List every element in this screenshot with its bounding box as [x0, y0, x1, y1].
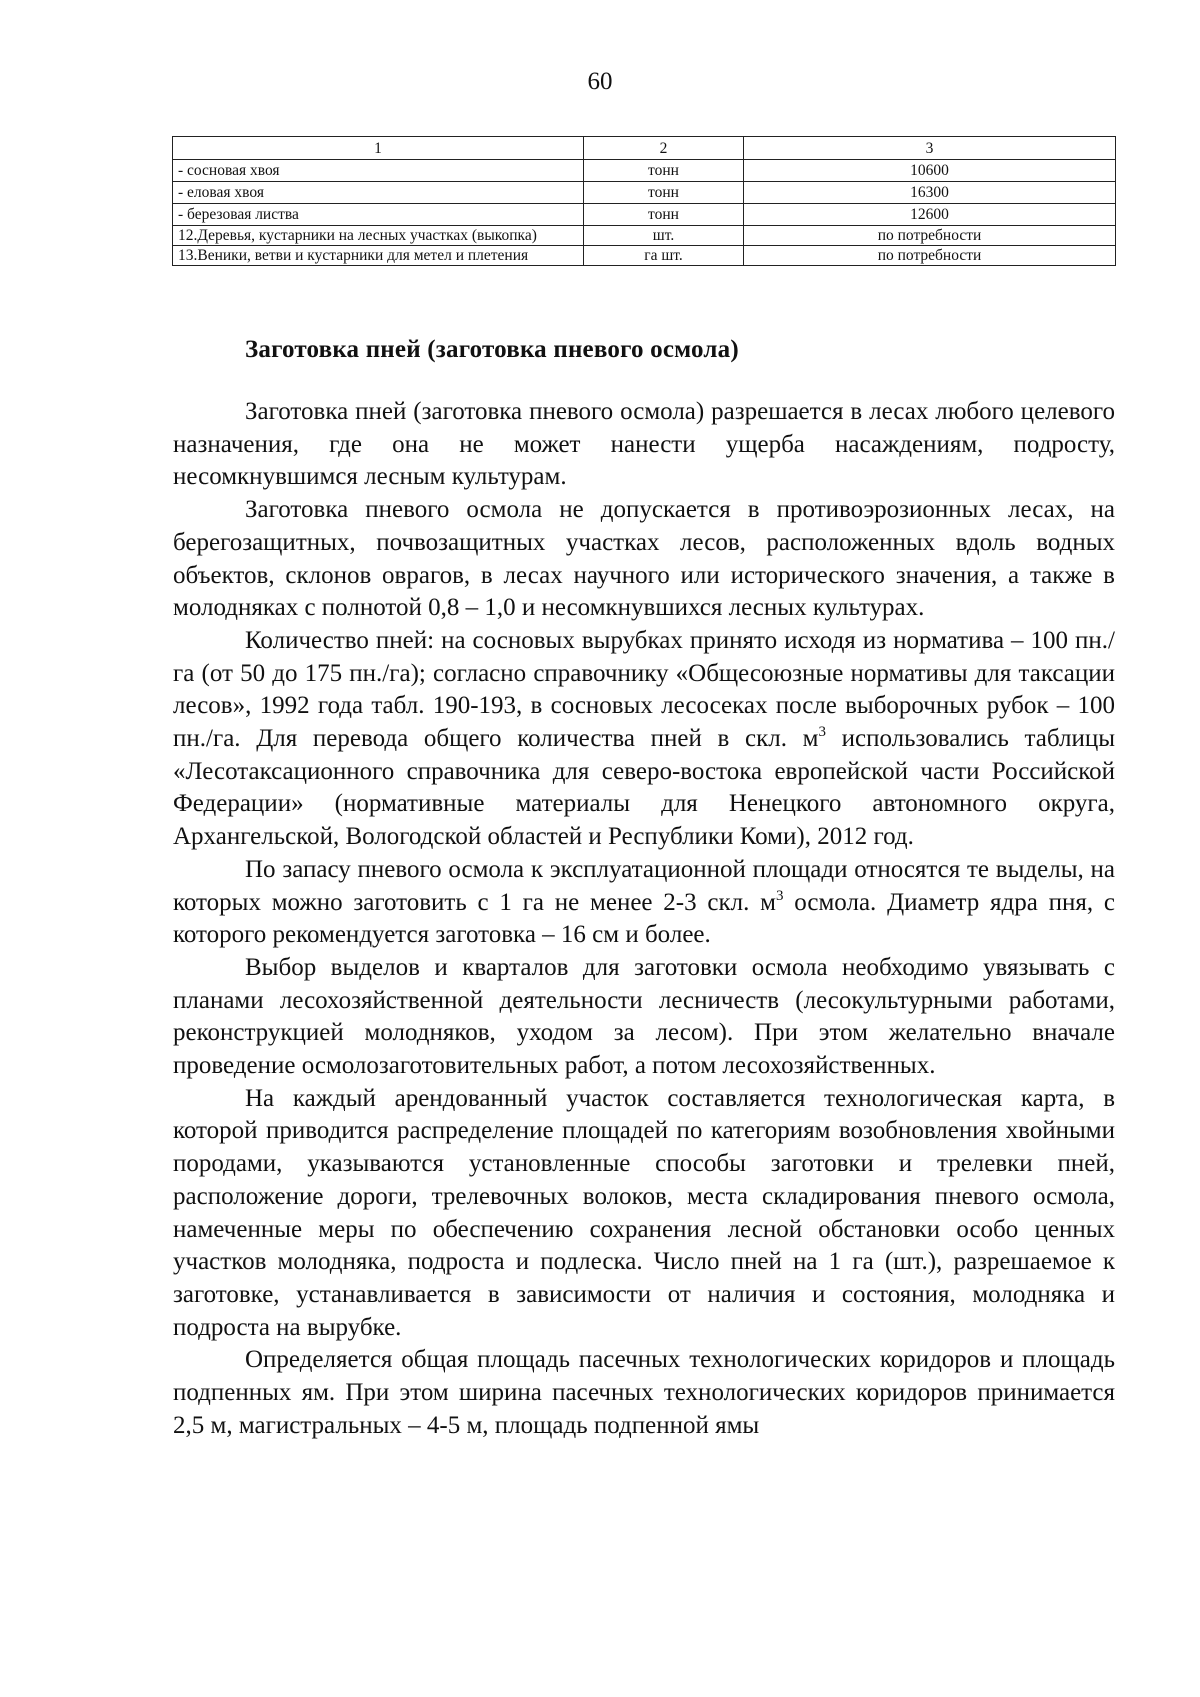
table-header-cell: 2	[584, 137, 744, 160]
table-header-cell: 1	[173, 137, 584, 160]
page-number: 60	[587, 68, 613, 95]
table-row	[173, 226, 1116, 246]
table-cell-name: - березовая листва	[173, 204, 584, 226]
resource-table	[172, 136, 1116, 266]
table-cell-name: - сосновая хвоя	[173, 160, 584, 182]
body-text	[173, 396, 1115, 1443]
paragraph-text: Количество пней: на сосновых вырубках принято исходя из норматива – 100 пн./га (от 50 до 175 пн./га); согласно справочнику «Общесоюзные нормативы для таксации лесов», 1992 года табл. 190-193, в сосновых лесосеках после выборочных рубок – 100 пн./га. Для перевода общего количества пней в скл. м	[173, 626, 1115, 753]
table-cell-unit: шт.	[584, 226, 744, 246]
table-row	[173, 160, 1116, 182]
table-row	[173, 182, 1116, 204]
table-cell-value: 12600	[744, 204, 1116, 226]
table-cell-value: по потребности	[744, 246, 1116, 266]
table-row	[173, 204, 1116, 226]
table-row	[173, 246, 1116, 266]
table-cell-name: - еловая хвоя	[173, 182, 584, 204]
paragraph: Заготовка пней (заготовка пневого осмола) разрешается в лесах любого целевого назначения, где она не может нанести ущерба насаждениям, подросту, несомкнувшимся лесным культурам.	[173, 398, 1115, 491]
paragraph: Заготовка пневого осмола не допускается в противоэрозионных лесах, на берегозащитных, почвозащитных участках лесов, расположенных вдоль водных объектов, склонов оврагов, в лесах научного или исторического значения, а также в молодняках с полнотой 0,8 – 1,0 и несомкнувшихся лесных культурах.	[173, 496, 1115, 622]
paragraph	[173, 854, 1115, 952]
paragraph: Выбор выделов и кварталов для заготовки осмола необходимо увязывать с планами лесохозяйственной деятельности лесничеств (лесокультурными работами, реконструкцией молодняков, уходом за лесом). При этом желательно вначале проведение осмолозаготовительных работ, а потом лесохозяйственных.	[173, 953, 1115, 1080]
paragraph-text: использовались таблицы «Лесотаксационного справочника для северо-востока европейской части Российской Федерации» (нормативные материалы для Ненецкого автономного округа, Архангельской, Вологодской областей и Республики Коми), 2012 год.	[173, 725, 1115, 851]
paragraph-text: осмола. Диаметр ядра пня, с которого рекомендуется заготовка – 16 см и более.	[173, 888, 1115, 949]
table-cell-name: 13.Веники, ветви и кустарники для метел и плетения	[173, 246, 584, 266]
paragraph-text: По запасу пневого осмола к эксплуатационной площади относятся те выделы, на которых можно заготовить с 1 га не менее 2-3 скл. м	[173, 855, 1115, 916]
table-cell-name: 12.Деревья, кустарники на лесных участках (выкопка)	[173, 226, 584, 246]
table-cell-unit: тонн	[584, 160, 744, 182]
superscript: 3	[775, 887, 784, 904]
table-cell-value: 10600	[744, 160, 1116, 182]
table-cell-unit: га шт.	[584, 246, 744, 266]
table-header-cell: 3	[744, 137, 1116, 160]
paragraph: Определяется общая площадь пасечных технологических коридоров и площадь подпенных ям. При этом ширина пасечных технологических коридоров принимается 2,5 м, магистральных – 4-5 м, площадь подпенной ямы	[173, 1346, 1115, 1439]
section-heading: Заготовка пней (заготовка пневого осмола)	[245, 336, 739, 363]
table-cell-unit: тонн	[584, 204, 744, 226]
paragraph	[173, 625, 1115, 854]
table-cell-value: 16300	[744, 182, 1116, 204]
table-header-row	[173, 137, 1116, 160]
superscript: 3	[818, 724, 826, 741]
table-cell-unit: тонн	[584, 182, 744, 204]
table-cell-value: по потребности	[744, 226, 1116, 246]
paragraph: На каждый арендованный участок составляется технологическая карта, в которой приводится распределение площадей по категориям возобновления хвойными породами, указываются установленные способы заготовки и трелевки пней, расположение дороги, трелевочных волоков, места складирования пневого осмола, намеченные меры по обеспечению сохранения лесной обстановки особо ценных участков молодняка, подроста и подлеска. Число пней на 1 га (шт.), разрешаемое к заготовке, устанавливается в зависимости от наличия и состояния, молодняка и подроста на вырубке.	[173, 1084, 1115, 1341]
